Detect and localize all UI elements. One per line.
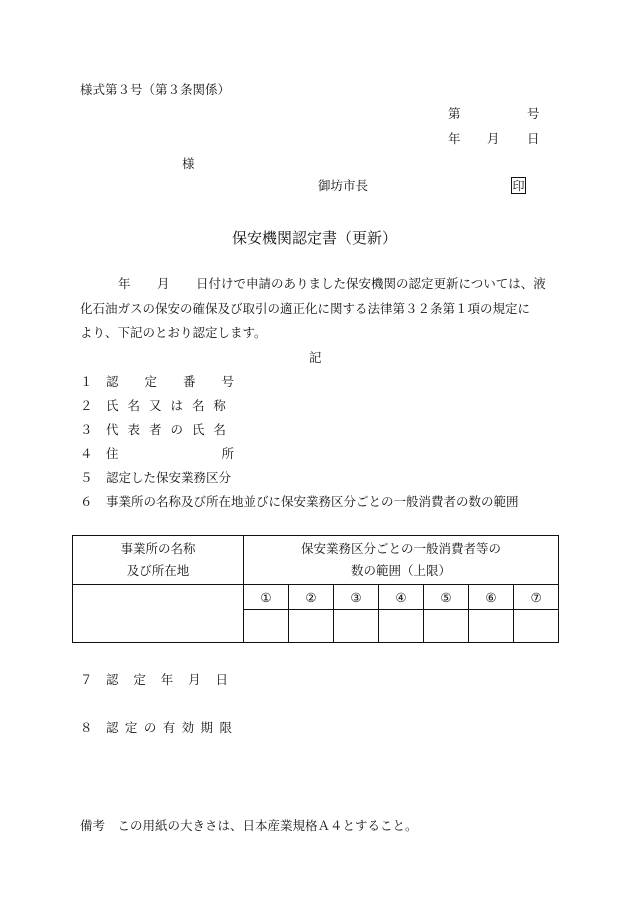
table-cell-range-entry[interactable] [244,610,289,643]
item-char: 定 [133,672,146,687]
date-day-label: 日 [527,131,540,146]
date-month-label: 月 [487,131,500,146]
body-line2: 化石油ガスの保安の確保及び取引の適正化に関する法律第３２条第１項の規定に [80,301,531,316]
item-char: 代 [106,422,119,437]
number-label-go: 号 [527,106,540,121]
table-cell-range-entry[interactable] [424,610,469,643]
document-title: 保安機関認定書（更新） [232,229,398,247]
item-char: 名 [213,422,226,437]
remarks-note: 備考 この用紙の大きさは、日本産業規格Ａ４とすること。 [80,818,418,833]
item-char: 月 [188,672,201,687]
item-label-daihyosha [106,422,226,438]
table-cell-range-entry[interactable] [469,610,514,643]
table-header-office-line1: 事業所の名称 [120,541,196,556]
table-header-range-line1: 保安業務区分ごとの一般消費者等の [301,541,502,556]
item-number: ８ [80,720,93,735]
item-char: 期 [200,720,214,735]
item-char: 表 [127,422,140,437]
item-char: は [170,398,183,413]
item-char: 定 [144,374,157,389]
item-char: 限 [219,720,232,735]
table-column-number: ⑥ [469,585,514,610]
item-char: 年 [160,672,174,687]
item-char: 認 [106,672,119,687]
item-char: の [143,720,157,735]
body-month: 月 [157,276,170,291]
item-char: 称 [213,398,226,413]
item-number: ５ [80,470,93,485]
item-number: ２ [80,398,93,413]
item-char: の [170,422,183,437]
item-char: 号 [221,374,234,389]
item-char: 名 [191,398,205,413]
table-cell-range-entry[interactable] [514,610,559,643]
item-char: 者 [148,422,162,437]
item-char: 認 [106,720,119,735]
table-column-number: ④ [379,585,424,610]
form-number: 様式第３号（第３条関係） [80,82,231,97]
table-column-number: ③ [334,585,379,610]
body-line3: より、下記のとおり認定します。 [80,325,267,340]
body-year: 年 [118,276,131,291]
table-column-number: ① [244,585,289,610]
item-char: 所 [221,446,234,461]
item-char: 住 [106,446,119,461]
item-number: ７ [80,672,93,687]
item-char: 氏 [191,422,205,437]
item-number: １ [80,374,93,389]
item-number: ３ [80,422,93,437]
table-cell-range-entry[interactable] [379,610,424,643]
table-column-number: ⑤ [424,585,469,610]
item-char: 又 [148,398,162,413]
addressee-suffix: 様 [182,156,195,171]
item-char: 効 [181,720,195,735]
item-label-nintei-bango [106,374,234,390]
item-char: 認 [106,374,119,389]
item-label-yuko-kigen [106,720,232,736]
item-char: 氏 [106,398,119,413]
table-column-number: ② [289,585,334,610]
table-header-office-line2: 及び所在地 [126,563,190,578]
item-label-shimei-meisho [106,398,226,414]
item-label-nintei-nengappi [106,672,228,688]
item-label-jigyosho: 事業所の名称及び所在地並びに保安業務区分ごとの一般消費者の数の範囲 [106,494,519,509]
date-year-label: 年 [448,131,461,146]
item-char: 日 [215,672,228,687]
table-cell-range-entry[interactable] [289,610,334,643]
table-cell-range-entry[interactable] [334,610,379,643]
body-line1-rest: 日付けで申請のありました保安機関の認定更新については、液 [196,276,546,291]
table-header-range [244,536,559,585]
table-header-office [73,536,244,585]
item-number: ４ [80,446,93,461]
seal-mark: 印 [512,179,525,193]
item-char: 定 [124,720,138,735]
issuer-name: 御坊市長 [318,178,369,193]
item-label-jusho [106,446,234,462]
table-header-range-line2: 数の範囲（上限） [351,563,452,578]
item-char: 有 [162,720,176,735]
number-label-dai: 第 [448,106,461,121]
item-label-hoan-gyomu-kubun: 認定した保安業務区分 [106,470,232,485]
consumer-range-table [72,535,559,643]
ki-heading: 記 [309,350,322,365]
table-column-number: ⑦ [514,585,559,610]
item-char: 名 [127,398,140,413]
item-number: ６ [80,494,93,509]
table-cell-office-entry[interactable] [73,585,244,643]
item-char: 番 [182,374,196,389]
